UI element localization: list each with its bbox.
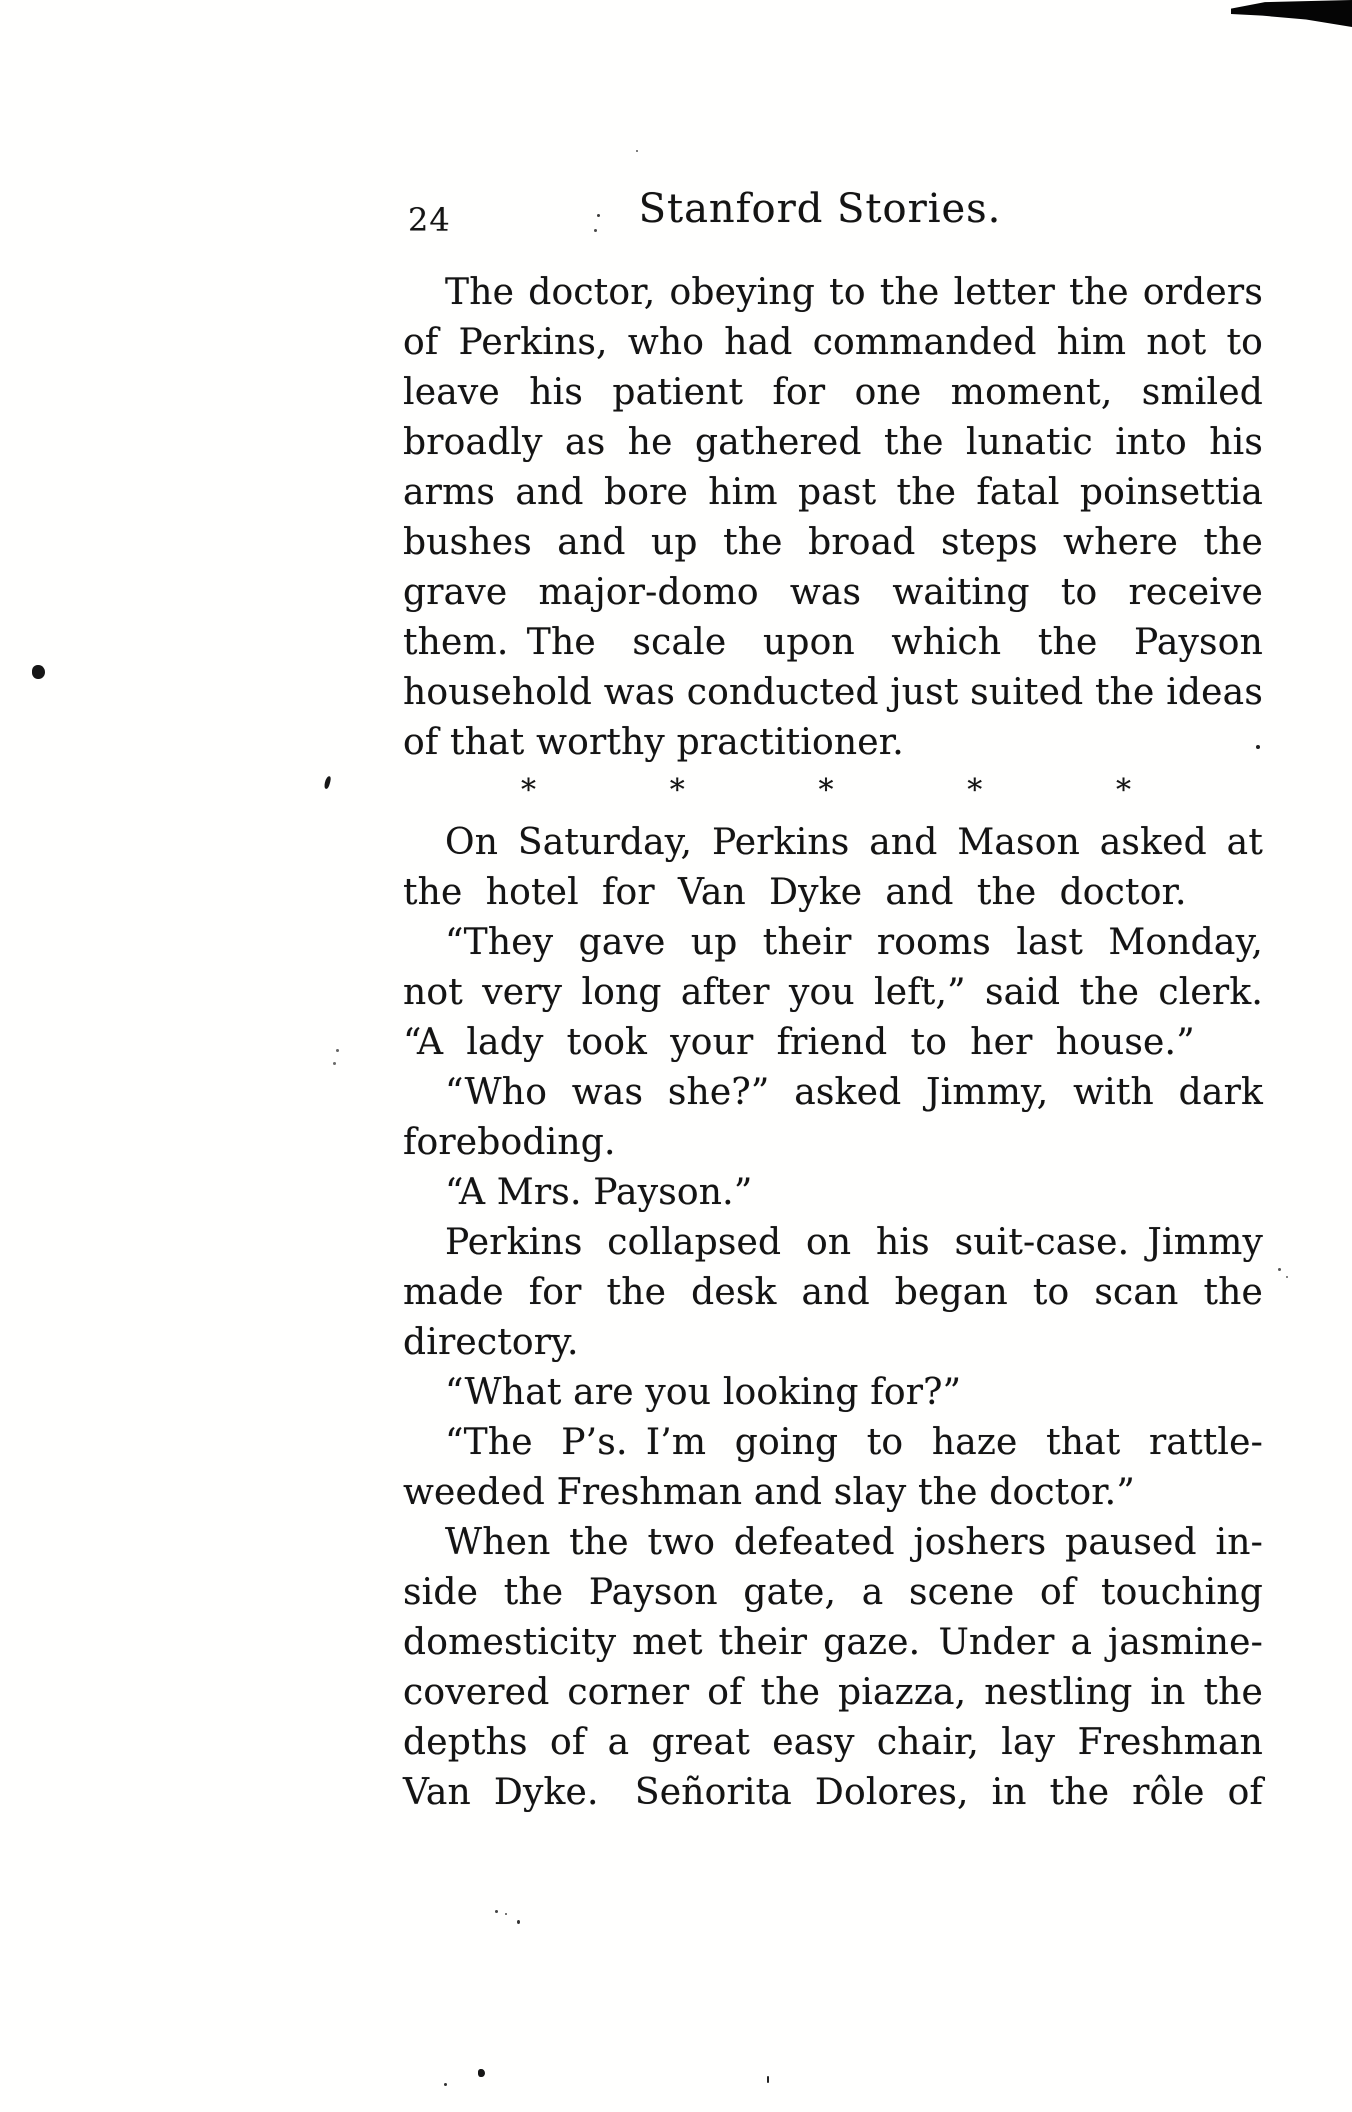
text-line: When the two defeated joshers paused in- bbox=[445, 1522, 1263, 1563]
ink-speck bbox=[1278, 1268, 1281, 1271]
asterisk: * bbox=[669, 773, 685, 808]
asterisk: * bbox=[1116, 773, 1131, 808]
ink-speck bbox=[505, 1913, 507, 1915]
text-line: “They gave up their rooms last Monday, bbox=[445, 922, 1263, 963]
text-line: side the Payson gate, a scene of touching bbox=[403, 1572, 1263, 1613]
ink-speck bbox=[1256, 745, 1260, 749]
section-break bbox=[403, 768, 1131, 818]
text-line: arms and bore him past the fatal poinsettia bbox=[403, 472, 1263, 513]
text-line: them. The scale upon which the Payson bbox=[403, 622, 1263, 663]
ink-speck bbox=[1286, 1276, 1288, 1278]
page-corner-artifact bbox=[1231, 0, 1352, 27]
text-line: Perkins collapsed on his suit-case. Jimmy bbox=[445, 1222, 1263, 1263]
text-line: directory. bbox=[403, 1322, 579, 1363]
text-block bbox=[403, 268, 1263, 1818]
text-line: foreboding. bbox=[403, 1122, 616, 1163]
text-line: not very long after you left,” said the clerk. bbox=[403, 972, 1263, 1013]
page-title: Stanford Stories. bbox=[638, 186, 1002, 232]
ink-speck bbox=[517, 1920, 520, 1924]
asterisk: * bbox=[818, 773, 834, 808]
text-line: of Perkins, who had commanded him not to bbox=[403, 322, 1263, 363]
text-line: depths of a great easy chair, lay Freshman bbox=[403, 1722, 1263, 1763]
asterisk: * bbox=[521, 773, 536, 808]
text-line: The doctor, obeying to the letter the orders bbox=[445, 272, 1263, 313]
ink-speck bbox=[444, 2083, 447, 2086]
text-line: “What are you looking for?” bbox=[445, 1372, 962, 1413]
ink-speck bbox=[495, 1910, 498, 1913]
ink-speck bbox=[32, 665, 45, 679]
text-line: On Saturday, Perkins and Mason asked at bbox=[445, 822, 1263, 863]
page-number: 24 bbox=[408, 201, 451, 239]
text-line: household was conducted just suited the ideas bbox=[403, 672, 1263, 713]
text-line: weeded Freshman and slay the doctor.” bbox=[403, 1472, 1135, 1513]
ink-speck bbox=[478, 2069, 485, 2077]
text-line: made for the desk and began to scan the bbox=[403, 1272, 1263, 1313]
ink-speck bbox=[636, 150, 638, 152]
text-line: bushes and up the broad steps where the bbox=[403, 522, 1263, 563]
asterisk: * bbox=[967, 773, 983, 808]
text-line: “A Mrs. Payson.” bbox=[445, 1172, 753, 1213]
text-line: Van Dyke. Señorita Dolores, in the rôle of bbox=[403, 1772, 1263, 1813]
text-line: of that worthy practitioner. bbox=[403, 722, 904, 763]
text-line: grave major-domo was waiting to receive bbox=[403, 572, 1263, 613]
ink-speck bbox=[324, 776, 332, 790]
text-line: “A lady took your friend to her house.” bbox=[403, 1022, 1195, 1063]
ink-speck bbox=[333, 1062, 336, 1065]
text-line: the hotel for Van Dyke and the doctor. bbox=[403, 872, 1187, 913]
text-line: leave his patient for one moment, smiled bbox=[403, 372, 1263, 413]
ink-speck bbox=[336, 1049, 339, 1052]
text-line: covered corner of the piazza, nestling in the bbox=[403, 1672, 1263, 1713]
ink-speck bbox=[767, 2076, 769, 2083]
ink-speck bbox=[594, 229, 597, 232]
text-line: domesticity met their gaze. Under a jasmine- bbox=[403, 1622, 1263, 1663]
text-line: broadly as he gathered the lunatic into his bbox=[403, 422, 1263, 463]
text-line: “Who was she?” asked Jimmy, with dark bbox=[445, 1072, 1263, 1113]
text-line: “The P’s. I’m going to haze that rattle- bbox=[445, 1422, 1263, 1463]
ink-speck bbox=[597, 214, 600, 217]
